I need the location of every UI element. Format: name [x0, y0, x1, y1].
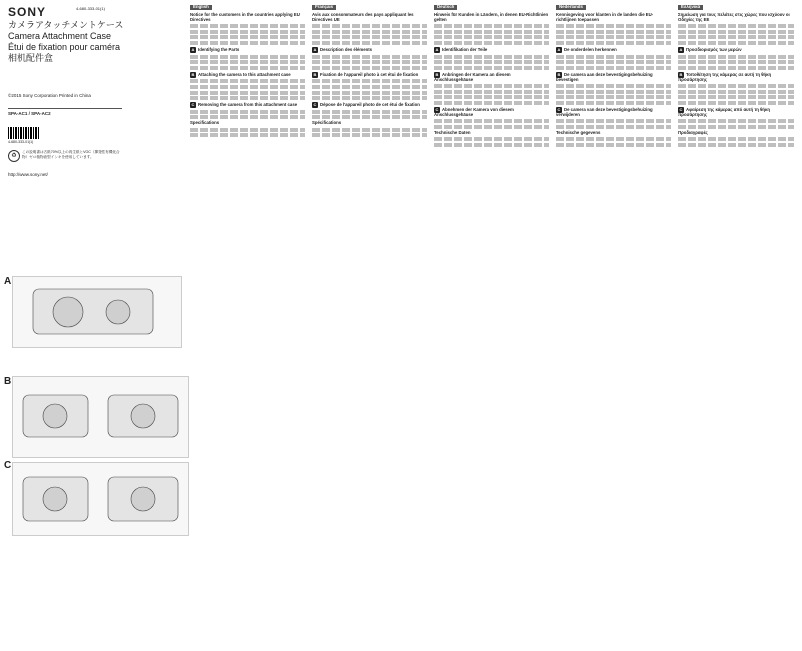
title-jp: カメラアタッチメントケース	[8, 20, 124, 30]
section-attach: B Attaching the camera to this attachment case	[191, 71, 291, 77]
section-remove: C De camera van deze bevestigingsbehuizing verwijderen	[556, 106, 653, 117]
section-identify: A Description des éléments	[313, 46, 373, 52]
section-attach: B Fixation de l'appareil photo à cet étui de fixation	[313, 71, 419, 77]
recycle-icon: ♻	[8, 150, 20, 162]
notice-heading: Σημείωση για τους πελάτες στις χώρες που ισχύουν οι Οδηγίες της ΕΕ	[678, 12, 790, 22]
section-attach: B De camera aan deze bevestigingsbehuizing bevestigen	[556, 71, 653, 82]
figure-c-illustration	[13, 463, 188, 535]
section-identify: A Προσδιορισμός των μερών	[679, 46, 742, 52]
brand-logo: SONY	[8, 5, 47, 19]
barcode	[8, 127, 40, 139]
barcode-number: 4-680-333-01(1)	[8, 140, 34, 144]
lang-tab-greek: Ελληνικά	[678, 5, 703, 10]
section-remove: C Dépose de l'appareil photo de cet étui de fixation	[313, 102, 420, 108]
lang-tab-english: English	[190, 5, 212, 10]
column-english	[190, 5, 305, 645]
column-nederlands	[556, 5, 671, 645]
part-number: 4-680-333-01(1)	[76, 6, 105, 11]
section-spec: Προδιαγραφές	[678, 129, 708, 135]
lang-tab-nederlands: Nederlands	[556, 5, 586, 10]
section-identify: A Identifying the Parts	[191, 46, 240, 52]
notice-heading: Notice for the customers in the countries applying EU Directives	[190, 12, 300, 22]
notice-heading: Avis aux consommateurs des pays appliquant les Directives UE	[312, 12, 414, 22]
notice-heading: Hinweis für Kunden in Ländern, in denen EU-Richtlinien gelten	[434, 12, 549, 22]
column-francais	[312, 5, 427, 645]
column-deutsch	[434, 5, 549, 645]
lang-tab-deutsch: Deutsch	[434, 5, 457, 10]
copyright: ©2015 Sony Corporation Printed in China	[8, 93, 91, 98]
document-title	[8, 20, 123, 64]
model-number: SPA-AC1 / SPA-AC2	[8, 111, 51, 116]
recycle-note: この説明書は古紙70%以上の再生紙とVOC（揮発性有機化合物）ゼロ植物油型インキを使用しています。	[22, 150, 120, 159]
title-cn: 相机配件盒	[8, 53, 54, 63]
figure-b-label: B	[4, 376, 12, 387]
title-en: Camera Attachment Case	[8, 31, 112, 41]
lang-tab-francais: Français	[312, 5, 336, 10]
figure-b	[12, 376, 189, 458]
section-spec: Technische Daten	[434, 129, 471, 135]
figure-c-label: C	[4, 460, 12, 471]
section-attach: B Τοποθέτηση της κάμερας σε αυτή τη θήκη προσάρτησης	[678, 71, 772, 82]
figure-a-illustration	[13, 277, 181, 347]
section-identify: A Identifikation der Teile	[435, 46, 488, 52]
model-box	[8, 108, 122, 116]
figure-c	[12, 462, 189, 536]
section-remove: C Αφαίρεση της κάμερας από αυτή τη θήκη προσάρτησης	[678, 106, 771, 117]
figure-a-label: A	[4, 276, 12, 287]
section-spec: Specifications	[190, 120, 220, 126]
section-remove: C Abnehmen der Kamera von diesem Anschlussgehäuse	[434, 106, 514, 117]
section-spec: Technische gegevens	[556, 129, 601, 135]
title-fr: Étui de fixation pour caméra	[8, 42, 121, 52]
figure-a	[12, 276, 182, 348]
figure-b-illustration	[13, 377, 188, 457]
sony-url: http://www.sony.net/	[8, 172, 48, 177]
section-attach: B Anbringen der Kamera an diesem Anschlussgehäuse	[434, 71, 511, 82]
section-remove: C Removing the camera from this attachment case	[191, 102, 298, 108]
section-identify: A De onderdelen herkennen	[557, 46, 617, 52]
notice-heading: Kennisgeving voor klanten in de landen die EU-richtlijnen toepassen	[556, 12, 654, 22]
section-spec: Spécifications	[312, 120, 342, 126]
column-greek	[678, 5, 794, 645]
